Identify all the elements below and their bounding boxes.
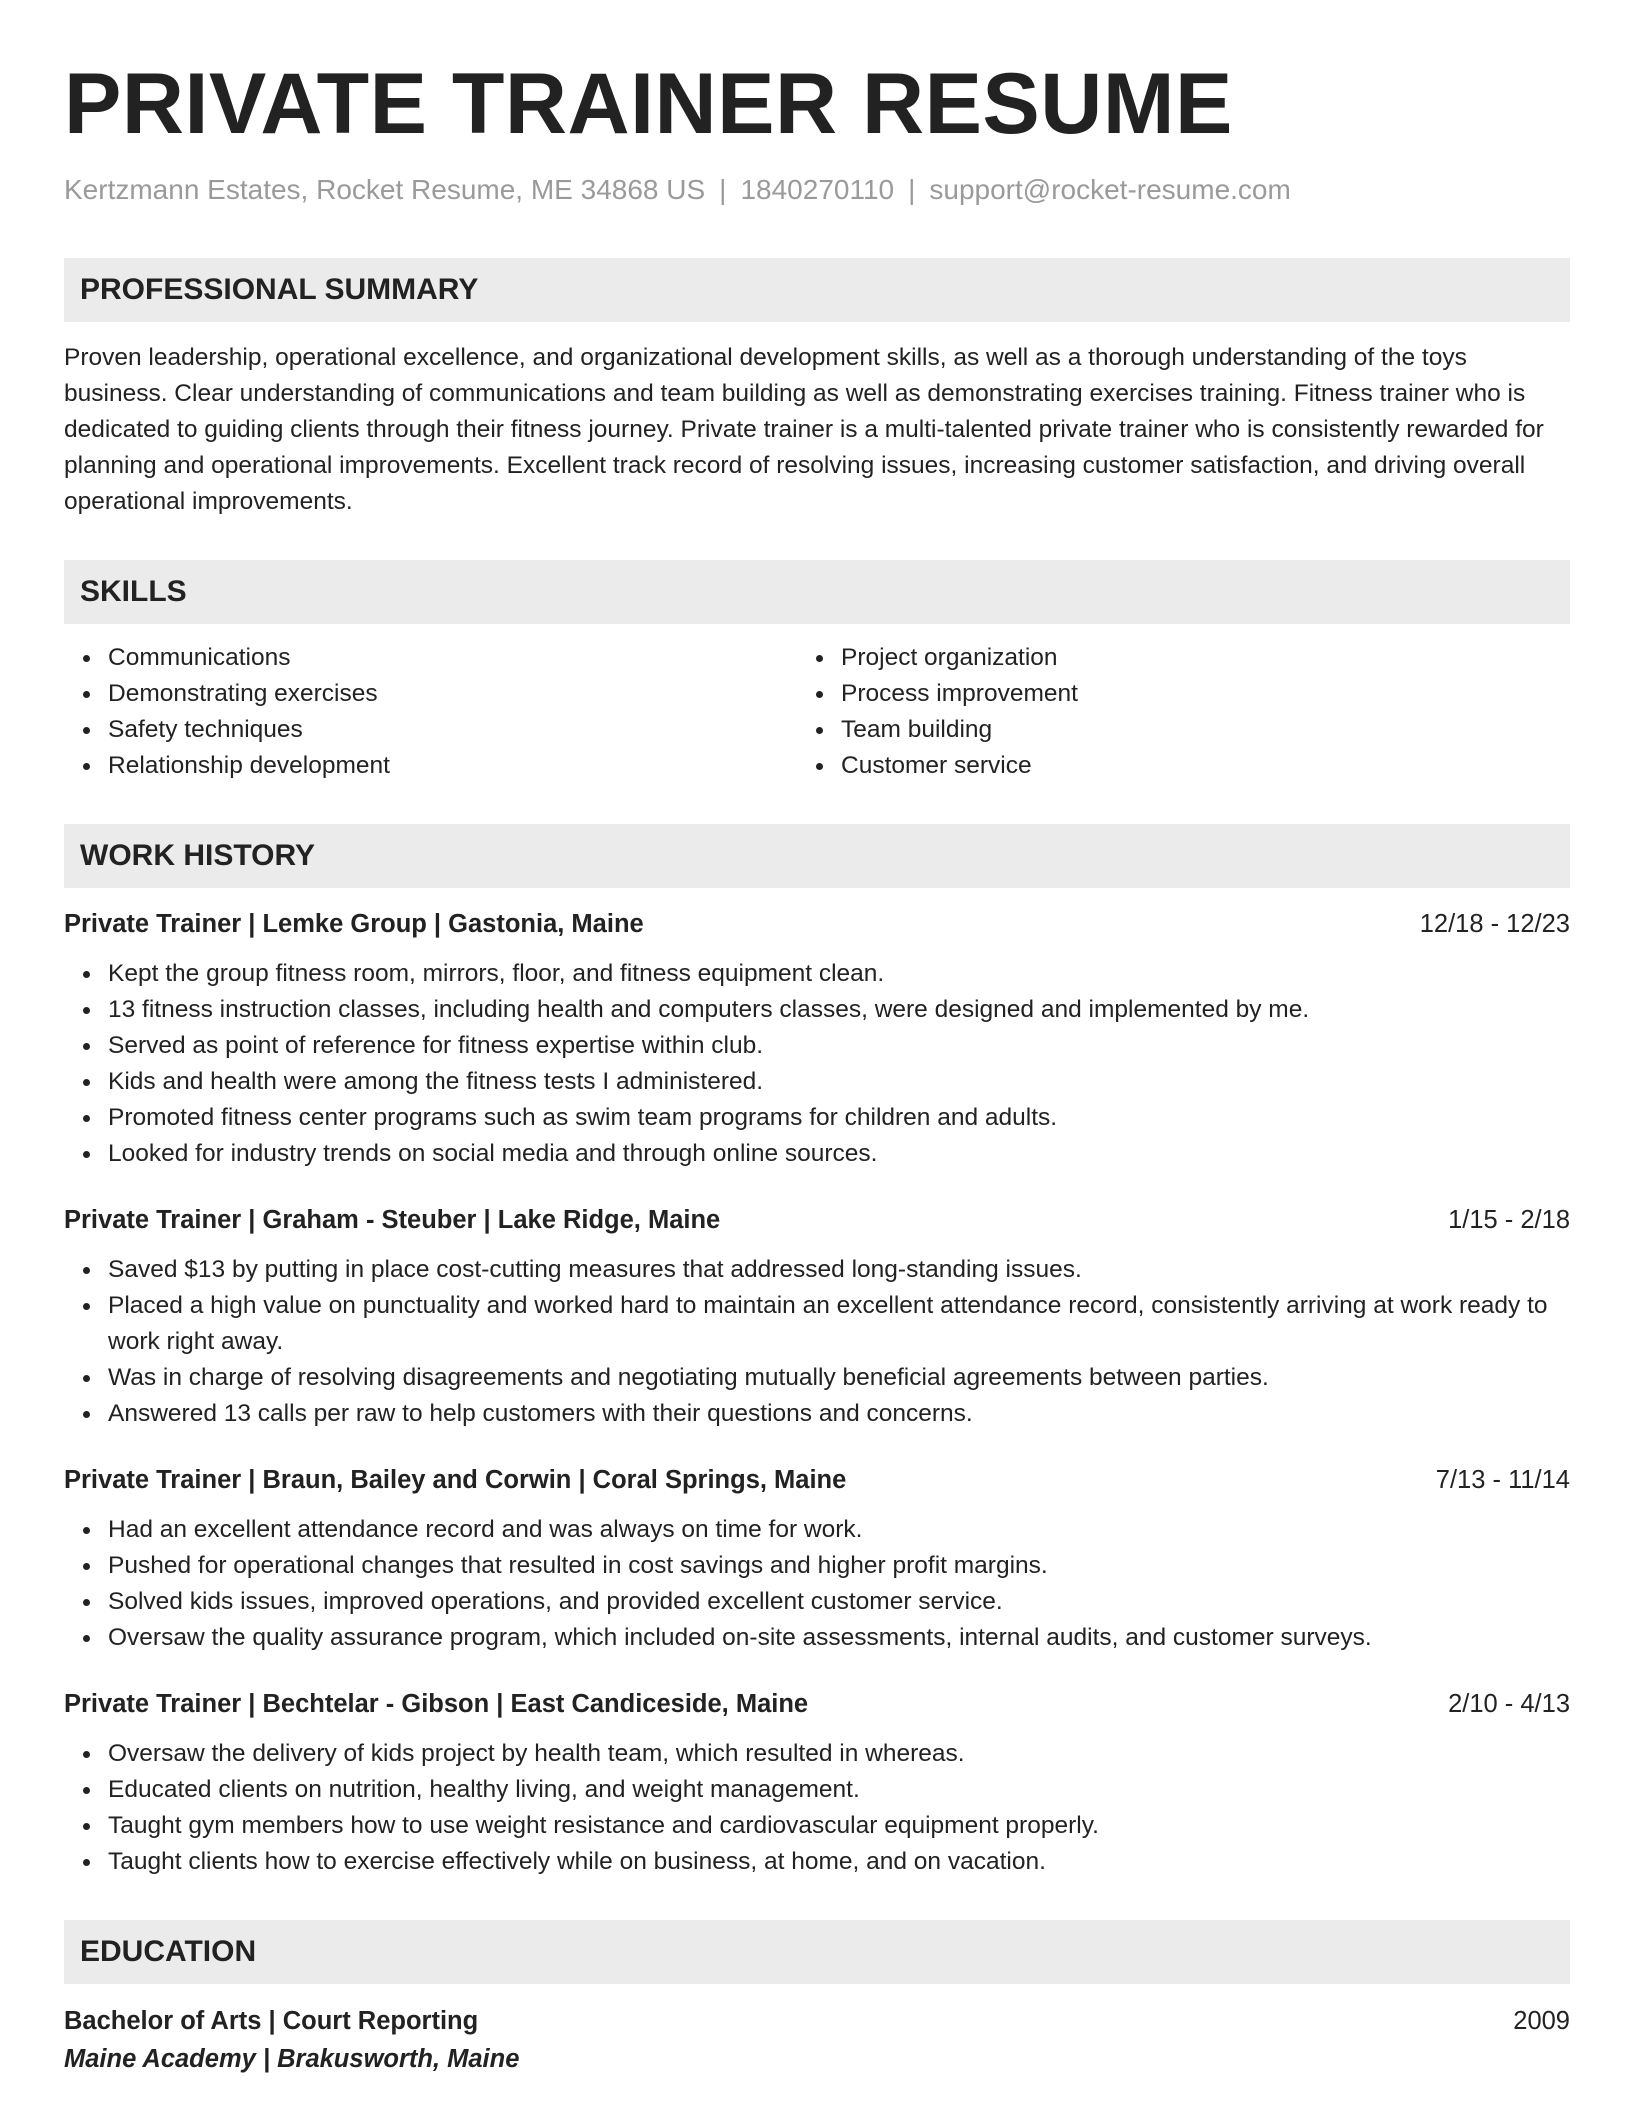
job-bullets: [64, 1252, 1570, 1432]
skill-item: Process improvement: [841, 676, 1570, 712]
job-bullet: Promoted fitness center programs such as swim team programs for children and adults.: [108, 1100, 1570, 1136]
job-bullet: Saved $13 by putting in place cost-cutting measures that addressed long-standing issues.: [108, 1252, 1570, 1288]
resume-title: PRIVATE TRAINER RESUME: [64, 56, 1233, 152]
job-bullets: [64, 1736, 1570, 1880]
section-heading-summary: PROFESSIONAL SUMMARY: [64, 258, 1570, 322]
job-title: Private Trainer | Braun, Bailey and Corwin | Coral Springs, Maine: [64, 1466, 847, 1494]
job-bullet: Served as point of reference for fitness expertise within club.: [108, 1028, 1570, 1064]
summary-text: Proven leadership, operational excellence, and organizational development skills, as well as a thorough understanding of the toys business. Clear understanding of communications and team building as well as demonstrating exercises training. Fitness trainer who is dedicated to guiding clients through their fitness journey. Private trainer is a multi-talented private trainer who is consistently rewarded for planning and operational improvements. Excellent track record of resolving issues, increasing customer satisfaction, and driving overall operational improvements.: [64, 344, 1544, 515]
contact-separator: |: [719, 174, 727, 205]
contact-separator: |: [908, 174, 916, 205]
skill-item: Demonstrating exercises: [108, 676, 817, 712]
education-entry: [64, 2002, 1570, 2078]
job-bullet: Taught clients how to exercise effectively while on business, at home, and on vacation.: [108, 1844, 1570, 1880]
skill-item: Communications: [108, 640, 817, 676]
job-bullet: Kids and health were among the fitness tests I administered.: [108, 1064, 1570, 1100]
job-dates: 12/18 - 12/23: [1419, 910, 1570, 938]
education-degree: Bachelor of Arts | Court Reporting: [64, 2007, 479, 2035]
skills-column-right: [817, 640, 1570, 784]
job-bullet: Pushed for operational changes that resulted in cost savings and higher profit margins.: [108, 1548, 1570, 1584]
section-heading-work-history: WORK HISTORY: [64, 824, 1570, 888]
job-bullet: Placed a high value on punctuality and worked hard to maintain an excellent attendance record, consistently arriving at work ready to work right away.: [108, 1288, 1570, 1360]
job-dates: 1/15 - 2/18: [1448, 1206, 1570, 1234]
job-bullet: Kept the group fitness room, mirrors, floor, and fitness equipment clean.: [108, 956, 1570, 992]
job-title: Private Trainer | Graham - Steuber | Lake Ridge, Maine: [64, 1206, 721, 1234]
job-header: [64, 906, 1570, 942]
contact-email: support@rocket-resume.com: [929, 174, 1291, 205]
job-bullet: Oversaw the quality assurance program, which included on-site assessments, internal audits, and customer surveys.: [108, 1620, 1570, 1656]
job-title: Private Trainer | Bechtelar - Gibson | East Candiceside, Maine: [64, 1690, 809, 1718]
skill-item: Safety techniques: [108, 712, 817, 748]
job-entry: [64, 906, 1570, 1172]
skills-list: [64, 640, 1570, 784]
job-bullet: Educated clients on nutrition, healthy living, and weight management.: [108, 1772, 1570, 1808]
job-entry: [64, 1202, 1570, 1432]
skill-item: Customer service: [841, 748, 1570, 784]
contact-address: Kertzmann Estates, Rocket Resume, ME 34868 US: [64, 174, 706, 205]
job-header: [64, 1686, 1570, 1722]
job-title: Private Trainer | Lemke Group | Gastonia, Maine: [64, 910, 644, 938]
job-bullet: Had an excellent attendance record and was always on time for work.: [108, 1512, 1570, 1548]
job-entry: [64, 1686, 1570, 1880]
job-bullet: Was in charge of resolving disagreements and negotiating mutually beneficial agreements between parties.: [108, 1360, 1570, 1396]
job-bullets: [64, 1512, 1570, 1656]
section-heading-skills: SKILLS: [64, 560, 1570, 624]
job-bullet: Looked for industry trends on social media and through online sources.: [108, 1136, 1570, 1172]
contact-line: [64, 170, 1570, 210]
job-bullet: Taught gym members how to use weight resistance and cardiovascular equipment properly.: [108, 1808, 1570, 1844]
job-entry: [64, 1462, 1570, 1656]
job-bullet: Oversaw the delivery of kids project by health team, which resulted in whereas.: [108, 1736, 1570, 1772]
job-bullet: Answered 13 calls per raw to help customers with their questions and concerns.: [108, 1396, 1570, 1432]
skill-item: Relationship development: [108, 748, 817, 784]
job-header: [64, 1202, 1570, 1238]
skills-column-left: [64, 640, 817, 784]
education-school: Maine Academy | Brakusworth, Maine: [64, 2045, 520, 2073]
job-header: [64, 1462, 1570, 1498]
skill-item: Project organization: [841, 640, 1570, 676]
section-heading-education: EDUCATION: [64, 1920, 1570, 1984]
job-dates: 7/13 - 11/14: [1435, 1466, 1570, 1494]
job-bullet: 13 fitness instruction classes, including health and computers classes, were designed and implemented by me.: [108, 992, 1570, 1028]
skill-item: Team building: [841, 712, 1570, 748]
contact-phone: 1840270110: [740, 174, 895, 205]
education-header: [64, 2002, 1570, 2040]
job-bullet: Solved kids issues, improved operations, and provided excellent customer service.: [108, 1584, 1570, 1620]
job-bullets: [64, 956, 1570, 1172]
education-year: 2009: [1513, 2007, 1570, 2035]
job-dates: 2/10 - 4/13: [1448, 1690, 1570, 1718]
